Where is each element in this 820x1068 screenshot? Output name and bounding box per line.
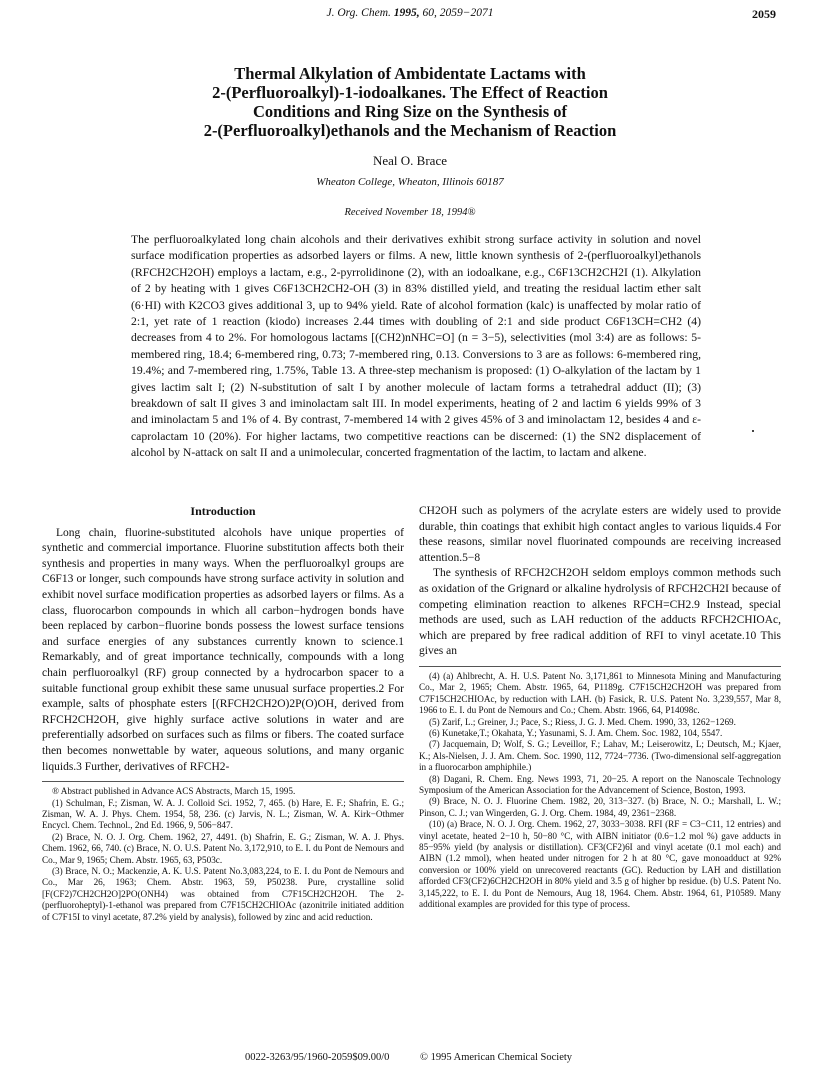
- stray-mark: [752, 430, 754, 432]
- footnotes: [42, 786, 404, 923]
- title-line: Conditions and Ring Size on the Synthesis of: [252, 102, 568, 121]
- footnote: (3) Brace, N. O.; Mackenzie, A. K. U.S. Patent No.3,083,224, to E. I. du Pont de Nemours and Co., Mar 26, 1963; Chem. Abstr. 1963, 59, P50238. Pure, crystalline solid [F(CF2)7CH2CH2O]2PO(ONH4) was obtained from C7F15CH2CH2OH. The 2-(perfluoroheptyl)-1-ethanol was prepared from C7F15CH2CHIOAc (azonitrile initiated addition of C7F15I to vinyl acetate, 87.2% yield by analysis), followed by zinc and acid reduction.: [42, 865, 404, 922]
- page-number: 2059: [752, 7, 776, 21]
- footnote: (8) Dagani, R. Chem. Eng. News 1993, 71, 20−25. A report on the Nanoscale Technology Symposium of the American Association for the Advancement of Science, Boston, 1993.: [419, 773, 781, 795]
- journal-year: 1995,: [393, 7, 420, 19]
- running-header: [0, 7, 820, 19]
- journal-name: J. Org. Chem.: [326, 7, 391, 19]
- section-heading: Introduction: [190, 504, 256, 518]
- journal-volume: 60,: [422, 7, 437, 19]
- footnote: (6) Kunetake,T.; Okahata, Y.; Yasunami, S. J. Am. Chem. Soc. 1982, 104, 5547.: [429, 727, 723, 738]
- author-name: Neal O. Brace: [373, 153, 447, 168]
- title-line: 2-(Perfluoroalkyl)-1-iodoalkanes. The Effect of Reaction: [212, 83, 608, 102]
- footnote: (9) Brace, N. O. J. Fluorine Chem. 1982, 20, 313−327. (b) Brace, N. O.; Marshall, L. W.; Pinson, C. J.; van Wingerden, G. J. Org. Chem. 1984, 49, 2361−2368.: [419, 796, 781, 818]
- body-paragraph: Long chain, fluorine-substituted alcohols have unique properties of synthetic and commercial importance. Fluorine substitution affects both their synthesis and properties in many ways. When the perfluoroalkyl groups are C6F13 or longer, such compounds have strong surface activity in solution and exhibit novel surface modification properties as adsorbed layers or films. As a class, fluorocarbon compounds in which all carbon−hydrogen bonds have been replaced by carbon−fluorine bonds possess the lowest surface tensions and surface energies of any substances currently known to science.1 Remarkably, and of great importance technically, compounds with a long chain perfluoroalkyl (RF) group connected by a hydrocarbon spacer to a suitable functional group exhibit these same unusual surface properties.2 For example, salts of phosphate esters [(RFCH2CH2O)2P(O)OH, derived from RFCH2CH2OH, give highly surface active solutions in water and are preferentially adsorbed on surfaces such as films or fibers. The coated surface then becomes nonwettable by water, aqueous solutions, and many organic liquids.3 Further, derivatives of RFCH2-: [42, 526, 404, 773]
- received-date: Received November 18, 1994®: [344, 207, 476, 218]
- copyright: © 1995 American Chemical Society: [420, 1052, 573, 1063]
- footnote: (1) Schulman, F.; Zisman, W. A. J. Colloid Sci. 1952, 7, 465. (b) Hare, E. F.; Shafrin, E. G.; Zisman, W. A. J. Phys. Chem. 1954, 58, 236. (c) Jarvis, N. L.; Zisman, W. A. Kirk−Othmer Encycl. Chem. Technol., 2nd Ed. 1966, 9, 506−847.: [42, 797, 404, 831]
- article-title: [0, 64, 820, 140]
- footnote: (4) (a) Ahlbrecht, A. H. U.S. Patent No. 3,171,861 to Minnesota Mining and Manufacturing Co., Mar 2, 1965; Chem. Abstr. 1965, 64, P1189g. C7F15CH2CH2OH was prepared from C7F15CH2CHIOAc, by reduction with LAH. (b) Fasick, R. U.S. Patent No. 3,239,557, Mar 8, 1966 to E. I. du Pont de Nemours and Co.; Chem. Abstr. 1966, 64, P14098c.: [419, 670, 781, 716]
- footnote: (2) Brace, N. O. J. Org. Chem. 1962, 27, 4491. (b) Shafrin, E. G.; Zisman, W. A. J. Phys. Chem. 1962, 66, 740. (c) Brace, N. O. U.S. Patent No. 3,172,910, to E. I. du Pont de Nemours and Co., Mar 9, 1965; Chem. Abstr. 1965, 63, P503c.: [42, 831, 404, 865]
- footnote: (7) Jacquemain, D; Wolf, S. G.; Leveillor, F.; Lahav, M.; Leiserowitz, L; Deutsch, M.; Kjaer, K.; Als-Nielsen, J. J. Am. Chem. Soc. 1990, 112, 7724−7736. (Two-dimensional self-aggregation in a fluorocarbon amphiphile.): [419, 739, 781, 773]
- left-column: [42, 504, 404, 923]
- abstract: [131, 232, 701, 462]
- body-paragraph: The synthesis of RFCH2CH2OH seldom employs common methods such as oxidation of the Grignard or alkaline hydrolysis of RFCH2CH2I because of competing elimination reaction to alkenes RFCH=CH2.9 Instead, special methods are used, such as LAH reduction of the adducts RFCH2CHIOAc, which are prepared by free radical addition of RFI to vinyl acetate.10 This gives an: [419, 567, 781, 658]
- footnote: (5) Zarif, L.; Greiner, J.; Pace, S.; Riess, J. G. J. Med. Chem. 1990, 33, 1262−1269.: [429, 716, 736, 727]
- footnote-divider: [42, 781, 404, 782]
- body-paragraph: CH2OH such as polymers of the acrylate esters are widely used to provide durable, thin coatings that exhibit high contact angles to various liquids.4 For these reasons, similar novel fluorinated compounds are receiving increased attention.5−8: [419, 505, 781, 564]
- footnote: ® Abstract published in Advance ACS Abstracts, March 15, 1995.: [52, 786, 296, 797]
- footnote-divider: [419, 666, 781, 667]
- abstract-text: The perfluoroalkylated long chain alcohols and their derivatives exhibit strong surface activity in solution and novel surface modification properties as adsorbed layers or films. A new, little known synthesis of 2-(perfluoroalkyl)ethanols (RFCH2CH2OH) employs a lactam, e.g., 2-pyrrolidinone (2), with an iodoalkane, e.g., C6F13CH2CH2I (1). Alkylation of 2 by heating with 1 gives C6F13CH2CH2-OH (3) in 83% distilled yield, and treating the residual lactim ether salt (6·HI) with K2CO3 gives additional 3, up to 94% yield. Rate of alcohol formation (kalc) is unaffected by molar ratio of 2:1, yet rate of 1 reaction (kiodo) increases 2.44 times with doubling of 2:1 and side product C6F13CH=CH2 (4) decreases from 4 to 2%. For homologous lactams [(CH2)nNHC=O] (n = 3−5), selectivities (mol 3:4) are as follows: 5-membered ring, 18.4; 6-membered ring, 0.73; 7-membered ring, 0.13. Conversions to 3 are as follows: 6-membered ring, 19.4%; and 7-membered ring, 1.75%, Table 13. A three-step mechanism is proposed: (1) O-alkylation of the lactam by 1 gives lactim salt I; (2) N-substitution of salt I by another molecule of lactam forms a tetrahedral adduct (II); (3) breakdown of salt II gives 3 and iminolactam salt III. In model experiments, heating of 2 and lactim 6 yields 99% of 3 and iminolactam 5 and 1% of 4. By contrast, 7-membered 14 with 2 gives 45% of 3 and iminolactam 12, besides 4 and ε-caprolactam 10 (20%). For higher lactams, two competitive reactions can be discerned: (1) the SN2 displacement of alcohol by N-attack on salt II and a unimolecular, concerted fragmentation of the lactim, to lactam and alkene.: [131, 233, 701, 460]
- article-id-code: 0022-3263/95/1960-2059$09.00/0: [245, 1052, 390, 1063]
- title-line: Thermal Alkylation of Ambidentate Lactams with: [234, 64, 586, 83]
- journal-pages: 2059−2071: [439, 7, 494, 19]
- footnotes: [419, 671, 781, 911]
- affiliation: Wheaton College, Wheaton, Illinois 60187: [316, 176, 504, 188]
- title-line: 2-(Perfluoroalkyl)ethanols and the Mechanism of Reaction: [203, 121, 617, 140]
- footnote: (10) (a) Brace, N. O. J. Org. Chem. 1962, 27, 3033−3038. RFI (RF = C3−C11, 12 entries) and vinyl acetate, heated 2−10 h, 50−80 °C, with AIBN initiator (0.6−1.2 mol %) gave adducts in 85−95% yield (by analysis or distillation). CF3(CF2)6I and vinyl acetate (0.1 mol each) and AIBN (1.2 mmol), when heated under nitrogen for 2 h at 80 °C, gave monoadduct at 92% conversion or 100% yield on unrecovered reactants (GC). Reduction by LAH and distillation afforded CF3(CF2)6CH2CH2OH in 80% yield and 3.5 g of higher bp residue. (b) U.S. Patent No. 3,145,222, to E. I. du Pont de Nemours, Aug 18, 1964. Chem. Abstr. 1964, 61, P10589. Many additional examples are provided for this type of process.: [419, 819, 781, 910]
- right-column: [419, 504, 781, 910]
